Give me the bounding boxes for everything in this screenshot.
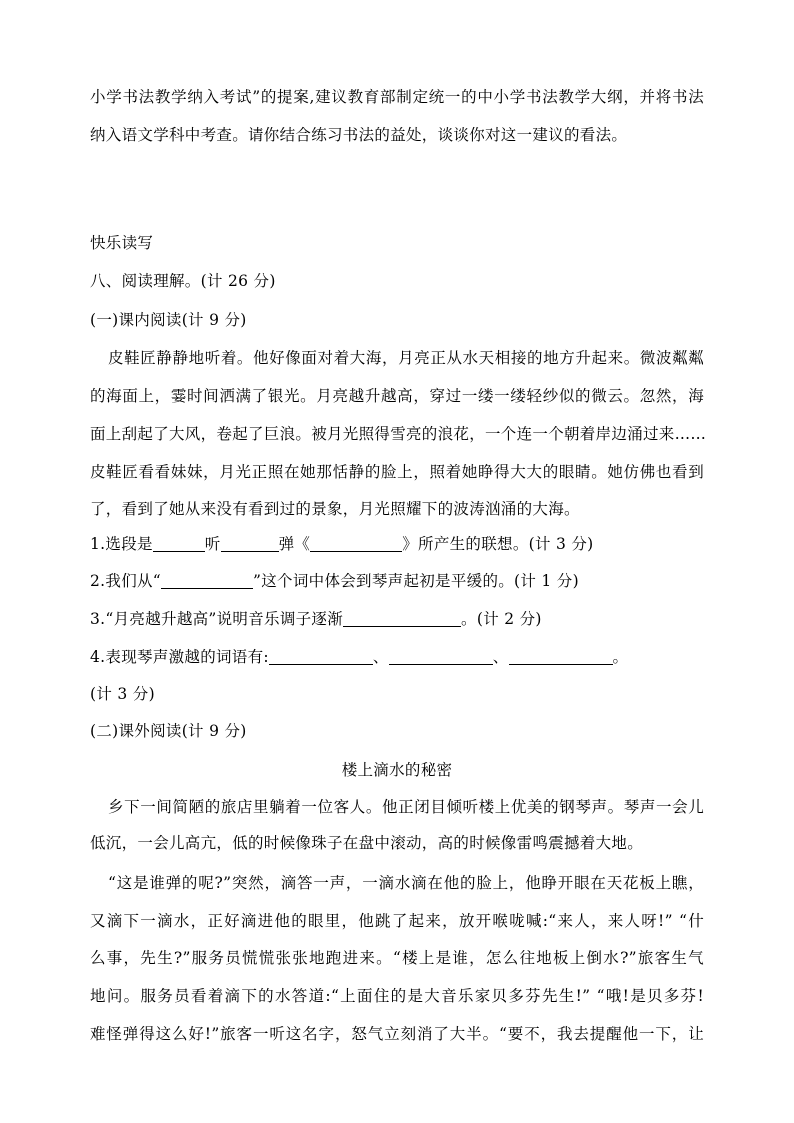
question-2-blank[interactable] <box>161 572 253 589</box>
article-line-2: 低沉，一会儿高亢，低的时候像珠子在盘中滚动，高的时候像雷鸣震撼着大地。 <box>90 834 644 852</box>
article-line-5: 么事，先生?”服务员慌慌张张地跑进来。“楼上是谁，怎么往地板上倒水?”旅客生气 <box>90 949 704 967</box>
question-2-text-a: 2.我们从“ <box>90 572 162 590</box>
question-3 <box>90 608 704 630</box>
article-title: 楼上滴水的秘密 <box>341 761 453 779</box>
question-3-blank[interactable] <box>343 610 461 627</box>
part-1-heading: (一)课内阅读(计 9 分) <box>90 311 247 329</box>
question-4-end: 。 <box>612 648 629 666</box>
passage-1-line-4: 皮鞋匠看看妹妹，月光正照在她那恬静的脸上，照着她睁得大大的眼睛。她仿佛也看到 <box>90 463 704 481</box>
article-line-4: 又滴下一滴水，正好滴进他的眼里，他跳了起来，放开喉咙喊:“来人，来人呀!” “什 <box>90 912 704 930</box>
question-3-text-b: 。(计 2 分) <box>461 610 542 628</box>
question-4-sep-1: 、 <box>372 648 389 666</box>
question-1 <box>90 533 704 555</box>
question-2-text-b: ”这个词中体会到琴声起初是平缓的。(计 1 分) <box>253 572 579 590</box>
question-1-text-d: 》所产生的联想。(计 3 分) <box>402 535 594 553</box>
question-1-text-a: 1.选段是 <box>90 535 153 553</box>
question-4 <box>90 646 704 668</box>
question-4-blank-1[interactable] <box>269 648 373 665</box>
passage-1-line-2: 的海面上，霎时间洒满了银光。月亮越升越高，穿过一缕一缕轻纱似的微云。忽然，海 <box>90 387 704 405</box>
question-1-blank-3[interactable] <box>310 535 402 552</box>
question-8-heading: 八、阅读理解。(计 26 分) <box>90 272 276 290</box>
question-4-sep-2: 、 <box>492 648 509 666</box>
passage-1-line-3: 面上刮起了大风，卷起了巨浪。被月光照得雪亮的浪花，一个连一个朝着岸边涌过来…… <box>90 425 707 443</box>
article-line-7: 难怪弹得这么好!”旅客一听这名字，怒气立刻消了大半。“要不，我去提醒他一下，让 <box>90 1025 704 1043</box>
question-4-blank-2[interactable] <box>389 648 493 665</box>
question-1-text-b: 听 <box>204 535 221 553</box>
question-3-text-a: 3.“月亮越升越高”说明音乐调子逐渐 <box>90 610 344 628</box>
question-1-text-c: 弹《 <box>278 535 311 553</box>
passage-1-line-5: 了，看到了她从来没有看到过的景象，月光照耀下的波涛汹涌的大海。 <box>90 500 580 518</box>
question-4-blank-3[interactable] <box>509 648 613 665</box>
question-4-score: (计 3 分) <box>90 685 155 703</box>
intro-line-1: 小学书法教学纳入考试”的提案,建议教育部制定统一的中小学书法教学大纲，并将书法 <box>90 88 704 106</box>
section-title: 快乐读写 <box>90 234 154 252</box>
question-4-text-a: 4.表现琴声激越的词语有: <box>90 648 269 666</box>
intro-line-2: 纳入语文学科中考查。请你结合练习书法的益处，谈谈你对这一建议的看法。 <box>90 126 628 144</box>
passage-1-line-1: 皮鞋匠静静地听着。他好像面对着大海，月亮正从水天相接的地方升起来。微波粼粼 <box>108 349 704 367</box>
part-2-heading: (二)课外阅读(计 9 分) <box>90 722 247 740</box>
question-2 <box>90 570 704 592</box>
article-line-1: 乡下一间简陋的旅店里躺着一位客人。他正闭目倾听楼上优美的钢琴声。琴声一会儿 <box>108 798 704 816</box>
article-line-3: “这是谁弹的呢?”突然，滴答一声，一滴水滴在他的脸上，他睁开眼在天花板上瞧， <box>108 874 704 892</box>
article-line-6: 地问。服务员看着滴下的水答道:“上面住的是大音乐家贝多芬先生!” “哦!是贝多芬! <box>90 987 704 1005</box>
question-1-blank-2[interactable] <box>221 535 279 552</box>
question-1-blank-1[interactable] <box>153 535 205 552</box>
